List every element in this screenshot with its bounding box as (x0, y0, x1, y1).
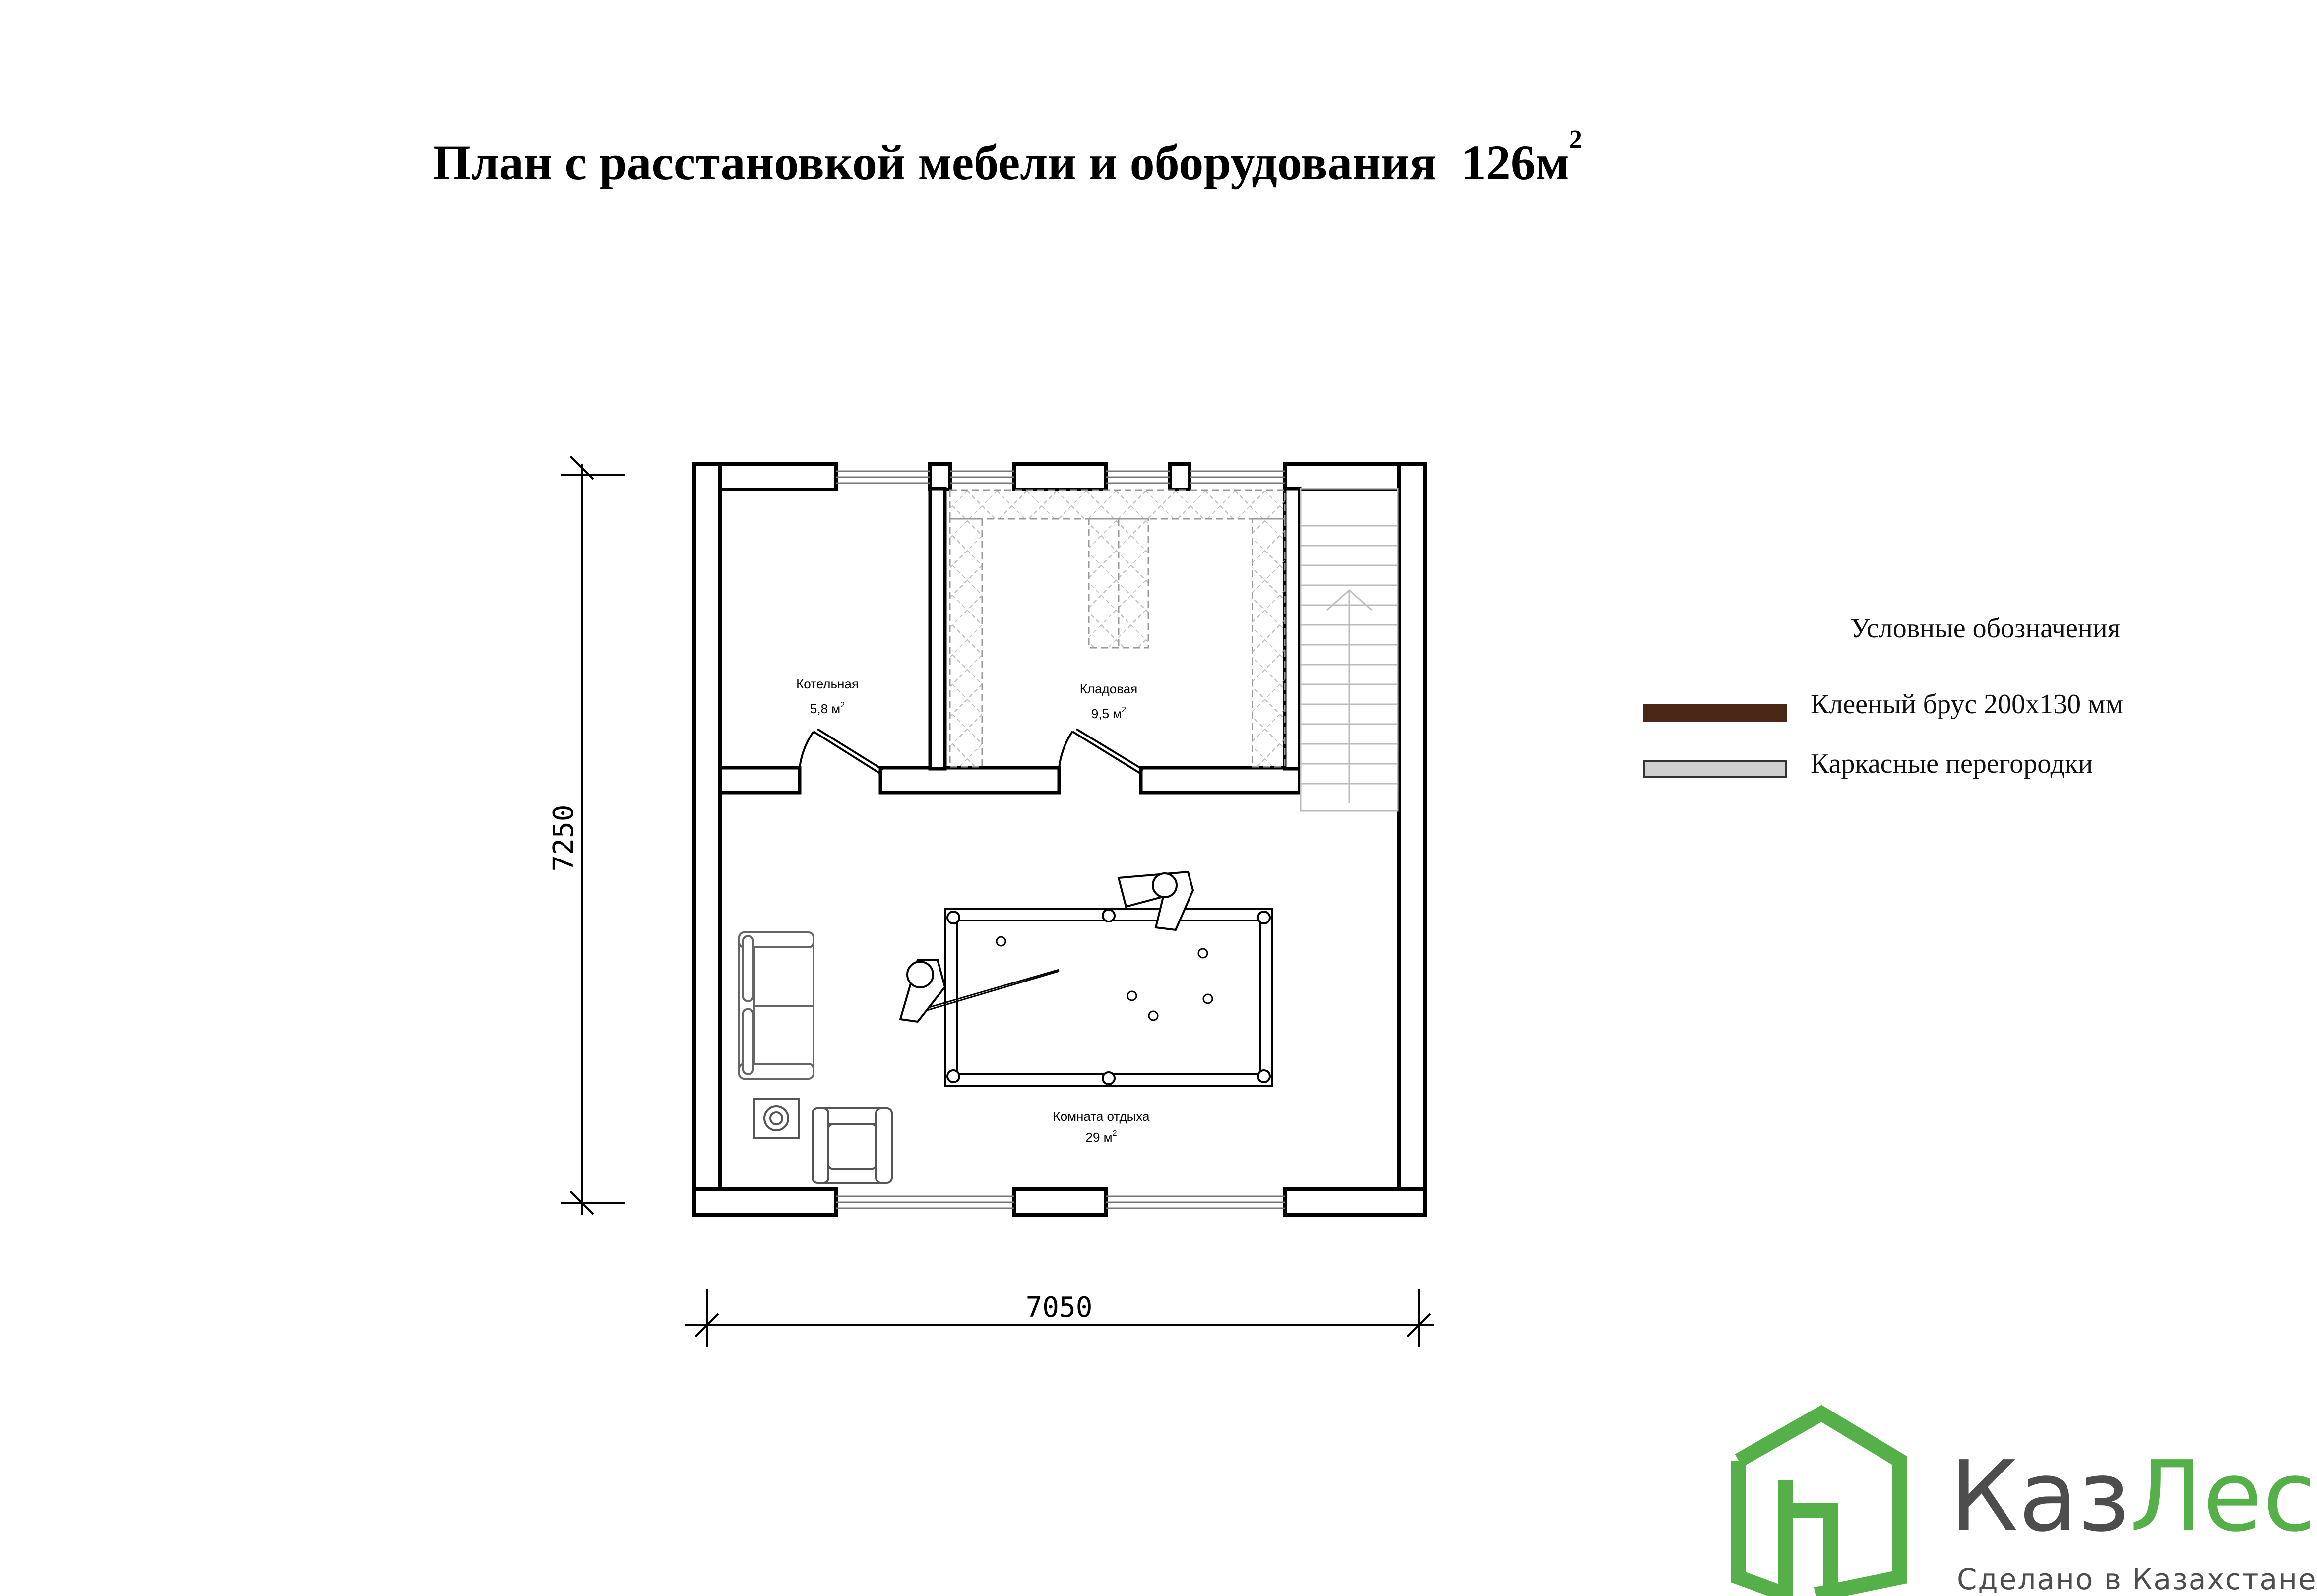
brand-name: КазЛес (1949, 1440, 2317, 1553)
interior-partitions (720, 489, 1300, 793)
windows (836, 471, 1285, 1208)
billiard-table (945, 909, 1272, 1086)
brand-logo-house-icon (1739, 1413, 1900, 1596)
room-area-storage: 9,5 $м^2$ (1091, 706, 1127, 721)
storage-shelving-bracing (950, 490, 1285, 767)
horizontal-dimension-label: 7050 (1025, 1291, 1093, 1324)
legend-label-frame-partitions: Каркасные перегородки (1811, 748, 2093, 779)
legend-swatch-glued-beam (1643, 704, 1787, 722)
brand-tagline: Сделано в Казахстане (1957, 1562, 2317, 1596)
sofa (739, 932, 814, 1079)
exterior-walls (694, 464, 1425, 1215)
legend-title: Условные обозначения (1850, 613, 2121, 644)
plan-title-text: План с расстановкой мебели и оборудования (433, 135, 1437, 190)
side-table-lamp (754, 1099, 799, 1138)
room-area-boiler: 5,8 $м^2$ (810, 701, 845, 716)
room-area-lounge: 29 $м^2$ (1085, 1129, 1117, 1145)
plan-total-area: $126м^2$ (1461, 125, 1582, 190)
vertical-dimension-label: 7250 (548, 804, 580, 872)
staircase (1301, 489, 1398, 811)
armchair (813, 1108, 892, 1183)
legend-label-glued-beam: Клееный брус 200х130 мм (1811, 689, 2124, 720)
legend-swatch-frame-partitions (1643, 760, 1787, 778)
room-name-storage: Кладовая (1079, 681, 1138, 696)
room-name-boiler: Котельная (796, 676, 859, 691)
billiard-player-left (900, 960, 945, 1022)
room-name-lounge: Комната отдыха (1053, 1109, 1150, 1124)
